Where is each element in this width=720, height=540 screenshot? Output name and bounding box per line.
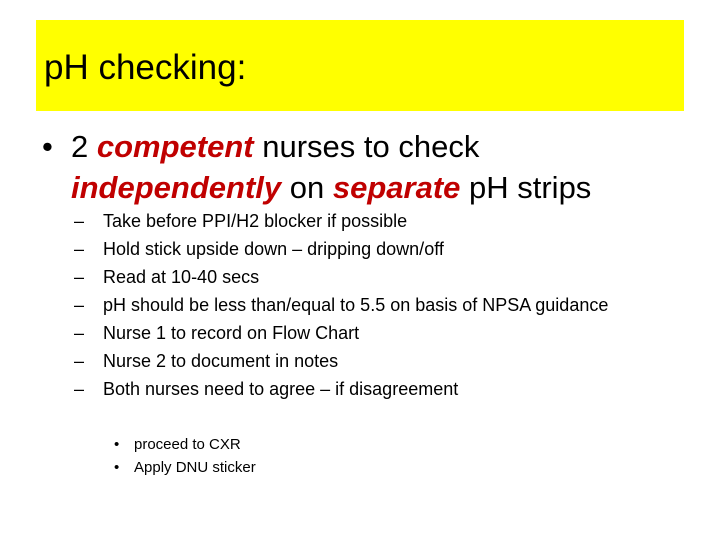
main-bullet-post: pH strips	[460, 170, 592, 205]
sub-item	[74, 321, 684, 345]
dash-marker: –	[74, 267, 85, 287]
sub-item	[74, 265, 684, 289]
sub-item-text: Read at 10-40 secs	[103, 267, 260, 287]
sub-item	[74, 293, 684, 317]
third-level-list	[114, 433, 256, 479]
bullet-dot: •	[114, 459, 120, 476]
third-level-item	[114, 433, 256, 456]
bullet-dot: •	[42, 129, 53, 164]
third-level-text: Apply DNU sticker	[134, 459, 256, 476]
main-bullet-mid2: on	[281, 170, 333, 205]
slide-title: pH checking:	[44, 48, 247, 87]
dash-marker: –	[74, 379, 85, 399]
main-bullet	[42, 128, 682, 207]
dash-marker: –	[74, 295, 85, 315]
title-bar	[36, 20, 684, 111]
bullet-dot: •	[114, 436, 120, 453]
main-bullet-line-2	[42, 169, 682, 207]
main-bullet-line-1	[42, 128, 682, 166]
dash-marker: –	[74, 351, 85, 371]
third-level-item	[114, 456, 256, 479]
sub-item	[74, 349, 684, 373]
sub-item-text: Take before PPI/H2 blocker if possible	[103, 211, 408, 231]
dash-marker: –	[74, 239, 85, 259]
dash-marker: –	[74, 211, 85, 231]
main-bullet-pre: 2	[71, 129, 97, 164]
sub-item-text: pH should be less than/equal to 5.5 on basis of NPSA guidance	[103, 295, 609, 315]
sub-item	[74, 377, 684, 401]
sub-item-text: Hold stick upside down – dripping down/off	[103, 239, 444, 259]
emphasis-independently: independently	[71, 170, 282, 205]
sub-item	[74, 237, 684, 261]
sub-item	[74, 209, 684, 233]
emphasis-competent: competent	[96, 129, 254, 164]
sub-item-text: Both nurses need to agree – if disagreement	[103, 379, 459, 399]
main-bullet-mid1: nurses to check	[253, 129, 480, 164]
sub-item-text: Nurse 1 to record on Flow Chart	[103, 323, 360, 343]
emphasis-separate: separate	[332, 170, 461, 205]
dash-marker: –	[74, 323, 85, 343]
sub-bullet-list	[74, 209, 684, 401]
third-level-text: proceed to CXR	[134, 436, 241, 453]
sub-item-text: Nurse 2 to document in notes	[103, 351, 339, 371]
